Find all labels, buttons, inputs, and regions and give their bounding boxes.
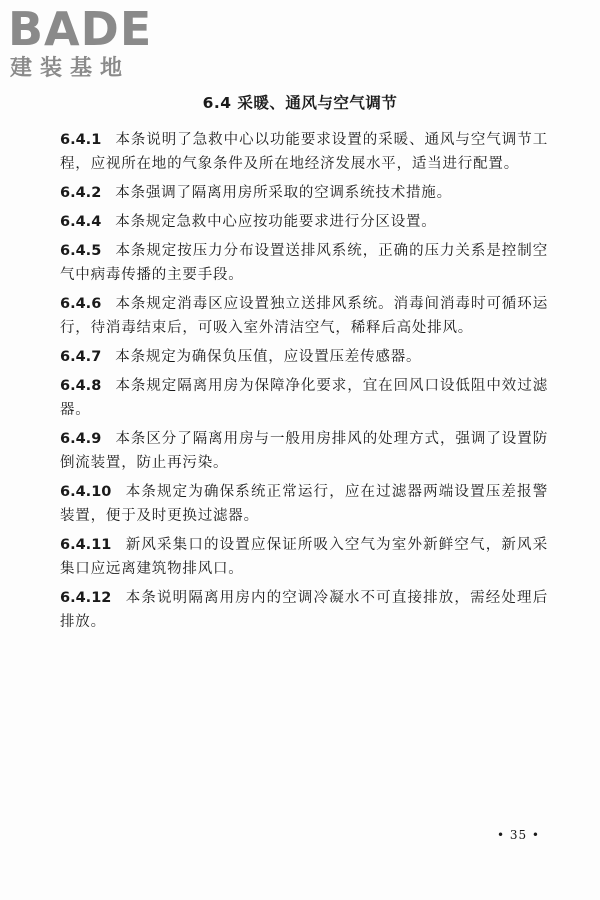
clause-number: 6.4.1: [60, 132, 102, 148]
clause-6-4-7: [60, 345, 548, 369]
clause-number: 6.4.4: [60, 214, 102, 230]
clause-number: 6.4.11: [60, 537, 112, 553]
clause-number: 6.4.5: [60, 243, 102, 259]
page-number: • 35 •: [496, 828, 540, 842]
clause-text: 新风采集口的设置应保证所吸入空气为室外新鲜空气，新风采集口应远离建筑物排风口。: [60, 537, 548, 577]
clause-text: 本条规定按压力分布设置送排风系统，正确的压力关系是控制空气中病毒传播的主要手段。: [60, 243, 548, 283]
clause-number: 6.4.9: [60, 431, 102, 447]
clause-6-4-2: [60, 181, 548, 205]
clause-text: 本条规定为确保系统正常运行，应在过滤器两端设置压差报警装置，便于及时更换过滤器。: [60, 484, 548, 524]
clause-6-4-4: [60, 210, 548, 234]
section-title: 6.4 采暖、通风与空气调节: [202, 94, 398, 112]
clause-6-4-1: [60, 128, 548, 176]
clause-6-4-8: [60, 374, 548, 422]
clause-list: [60, 128, 548, 639]
clause-6-4-9: [60, 427, 548, 475]
clause-text: 本条说明隔离用房内的空调冷凝水不可直接排放，需经处理后排放。: [60, 590, 548, 630]
logo-subtitle: 建装基地: [10, 56, 131, 81]
clause-6-4-5: [60, 239, 548, 287]
clause-6-4-6: [60, 292, 548, 340]
clause-6-4-12: [60, 586, 548, 634]
clause-text: 本条强调了隔离用房所采取的空调系统技术措施。: [115, 185, 452, 201]
clause-number: 6.4.2: [60, 185, 102, 201]
logo-wordmark: BADE: [8, 2, 153, 56]
clause-6-4-10: [60, 480, 548, 528]
brand-logo: [8, 4, 178, 84]
clause-text: 本条说明了急救中心以功能要求设置的采暖、通风与空气调节工程，应视所在地的气象条件及所在地经济发展水平，适当进行配置。: [60, 132, 548, 172]
clause-text: 本条规定隔离用房为保障净化要求，宜在回风口设低阻中效过滤器。: [60, 378, 548, 418]
clause-number: 6.4.10: [60, 484, 112, 500]
clause-text: 本条规定急救中心应按功能要求进行分区设置。: [115, 214, 437, 230]
clause-6-4-11: [60, 533, 548, 581]
clause-number: 6.4.8: [60, 378, 102, 394]
clause-number: 6.4.6: [60, 296, 102, 312]
clause-text: 本条规定消毒区应设置独立送排风系统。消毒间消毒时可循环运行，待消毒结束后，可吸入室外清洁空气，稀释后高处排风。: [60, 296, 548, 336]
clause-number: 6.4.7: [60, 349, 102, 365]
clause-number: 6.4.12: [60, 590, 112, 606]
clause-text: 本条规定为确保负压值，应设置压差传感器。: [115, 349, 422, 365]
clause-text: 本条区分了隔离用房与一般用房排风的处理方式，强调了设置防倒流装置，防止再污染。: [60, 431, 548, 471]
